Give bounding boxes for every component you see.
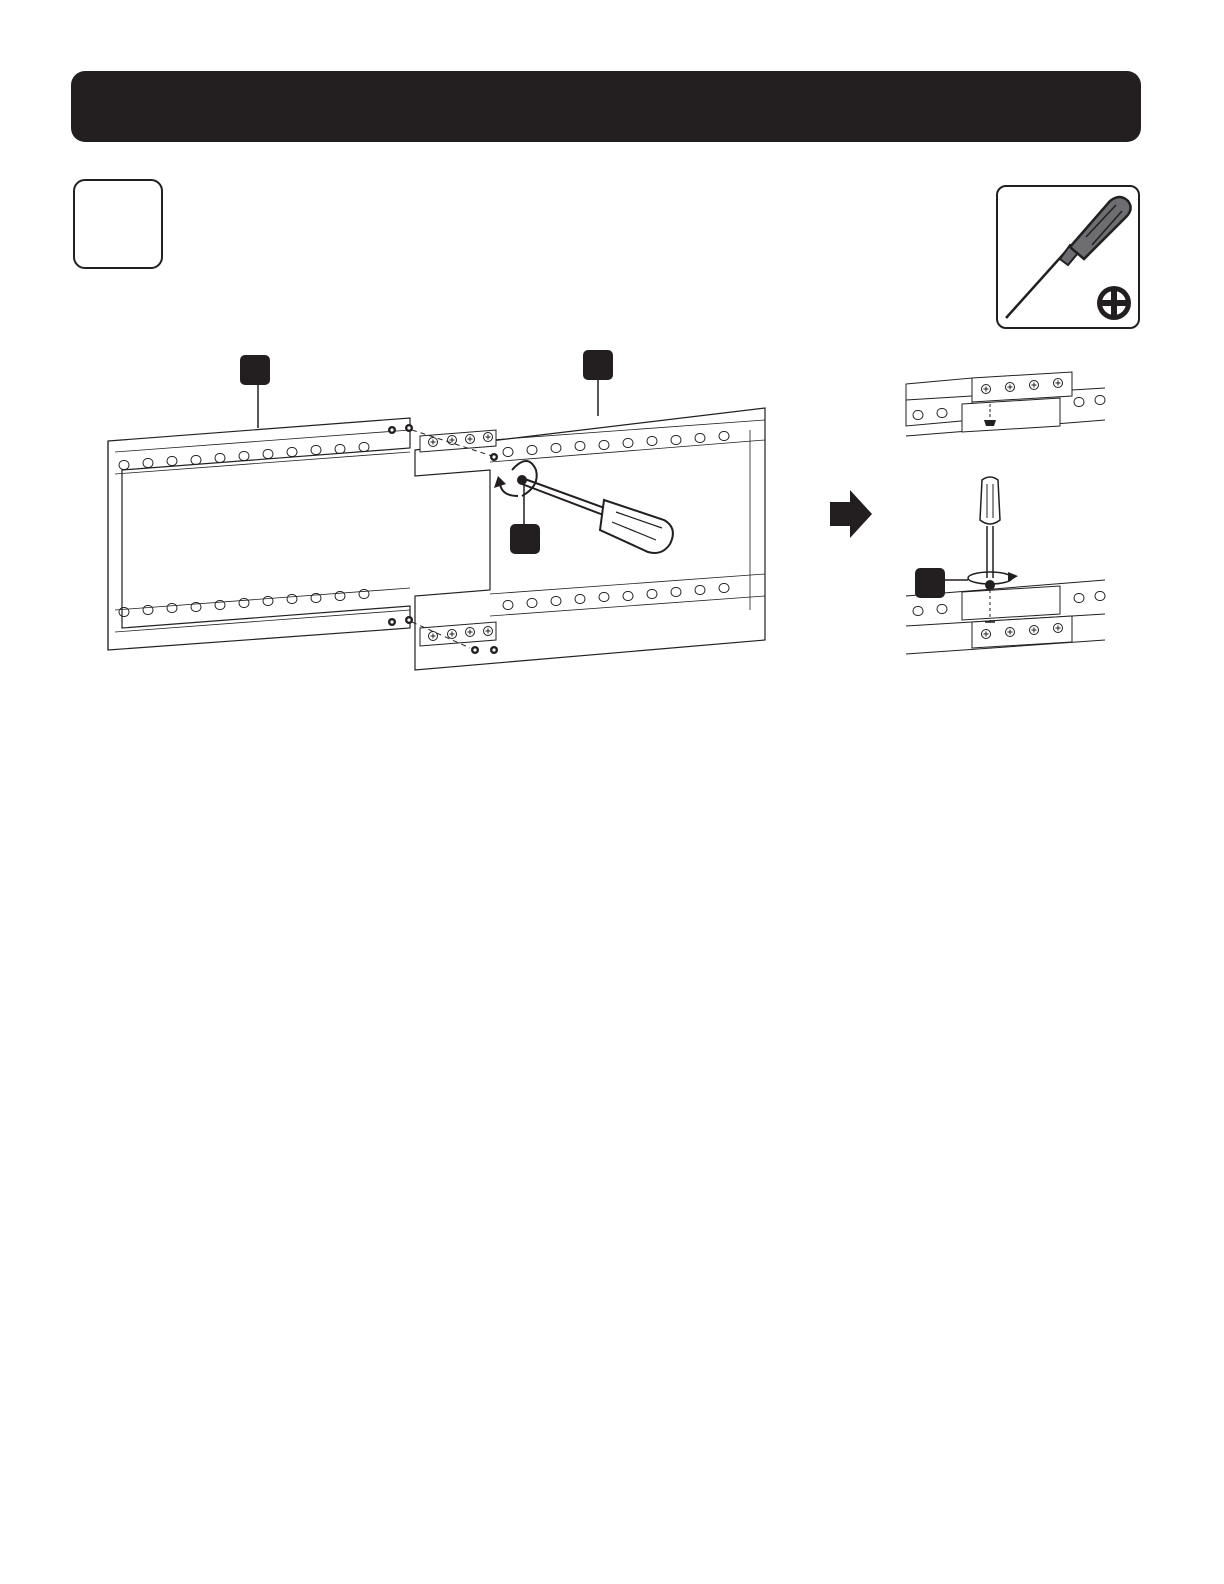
phillips-screwdriver-icon — [998, 187, 1138, 327]
step-number-box — [73, 179, 163, 269]
detail-after — [906, 477, 1105, 654]
right-arrow-icon — [830, 490, 872, 538]
required-tool-box — [996, 185, 1140, 329]
phillips-head-icon — [1097, 286, 1131, 320]
detail-before — [906, 372, 1105, 436]
assembly-diagram — [0, 330, 1224, 690]
callout-d — [915, 568, 968, 598]
callout-a — [240, 355, 270, 428]
page-title-bar — [71, 71, 1141, 142]
right-mounting-plate — [412, 408, 765, 670]
left-mounting-plate — [108, 418, 413, 650]
callout-b — [583, 350, 613, 416]
